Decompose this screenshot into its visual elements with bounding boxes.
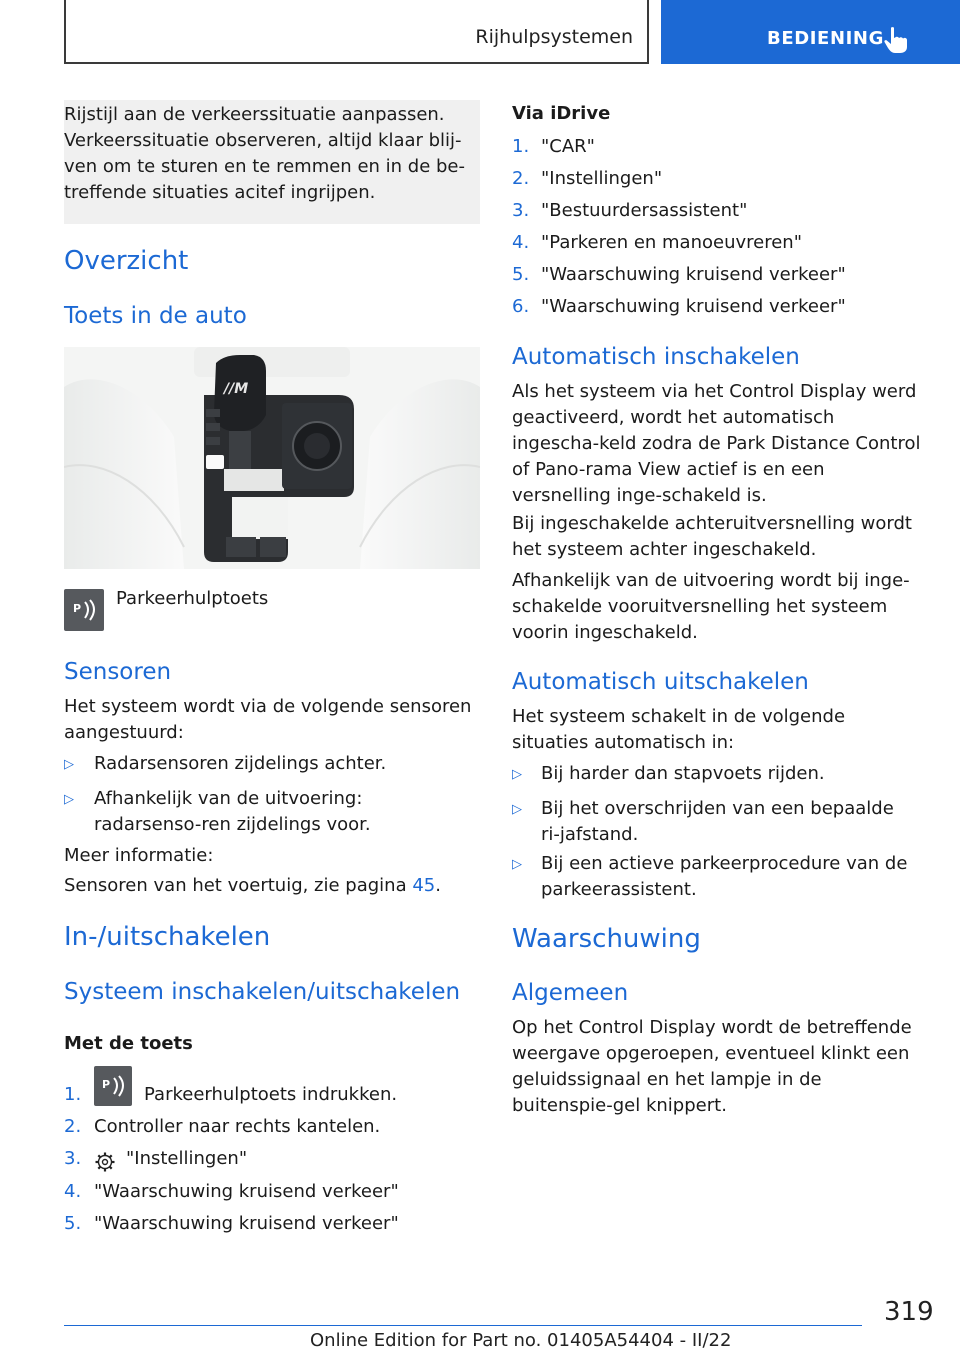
step-text: "Waarschuwing kruisend verkeer" bbox=[94, 1213, 399, 1234]
step-text: "Instellingen" bbox=[126, 1148, 248, 1169]
step-number: 2. bbox=[64, 1116, 82, 1137]
sensors-reference: Sensoren van het voertuig, zie pagina 45. bbox=[64, 875, 441, 896]
auto-off-item-3: Bij een actieve parkeerprocedure van de parkeerassistent. bbox=[541, 853, 908, 900]
idrive-heading: Via iDrive bbox=[512, 103, 611, 124]
header-section-title: Rijhulpsystemen bbox=[475, 26, 633, 48]
hand-pointer-icon bbox=[883, 26, 909, 54]
header-chapter-box bbox=[661, 0, 960, 64]
auto-on-heading: Automatisch inschakelen bbox=[512, 344, 800, 370]
caution-note-text: Rijstijl aan de verkeerssituatie aanpassen. Verkeerssituatie observeren, altijd klaar blij-ven om te sturen en te remmen en in de be-treffende situaties acitef ingrijpen. bbox=[64, 104, 465, 203]
auto-on-paragraph-1: Als het systeem via het Control Display werd geactiveerd, wordt het automatisch ingescha-keld zodra de Park Distance Control of Pano-rama View actief is en een versnelling inge-schakeld is. bbox=[512, 381, 921, 506]
auto-off-item-2: Bij het overschrijden van een bepaalde ri-jafstand. bbox=[541, 798, 894, 845]
step-text: Parkeerhulptoets indrukken. bbox=[144, 1084, 398, 1105]
footer-edition: Online Edition for Part no. 01405A54404 - II/22 bbox=[310, 1330, 732, 1351]
step-number: 4. bbox=[64, 1181, 82, 1202]
bullet-triangle-icon: ▷ bbox=[512, 767, 522, 782]
step-number: 6. bbox=[512, 296, 530, 317]
onoff-subheading: Systeem inschakelen/uitschakelen bbox=[64, 979, 461, 1005]
step-text: "Instellingen" bbox=[541, 168, 663, 189]
step-text: "Bestuurdersassistent" bbox=[541, 200, 748, 221]
park-assist-button-icon: P bbox=[64, 589, 104, 631]
step-number: 4. bbox=[512, 232, 530, 253]
overview-heading: Overzicht bbox=[64, 246, 189, 276]
step-text: "Waarschuwing kruisend verkeer" bbox=[541, 296, 846, 317]
sensors-item-1: Radarsensoren zijdelings achter. bbox=[94, 753, 387, 774]
footer-divider bbox=[64, 1325, 862, 1326]
gear-icon bbox=[94, 1151, 116, 1173]
more-info-label: Meer informatie: bbox=[64, 845, 214, 866]
step-number: 3. bbox=[64, 1148, 82, 1169]
method-label: Met de toets bbox=[64, 1033, 193, 1054]
page-number: 319 bbox=[884, 1297, 934, 1327]
bullet-triangle-icon: ▷ bbox=[512, 857, 522, 872]
warning-subheading: Algemeen bbox=[512, 980, 629, 1006]
onoff-heading: In-/uitschakelen bbox=[64, 922, 271, 952]
warning-heading: Waarschuwing bbox=[512, 924, 701, 954]
auto-off-intro: Het systeem schakelt in de volgende situaties automatisch in: bbox=[512, 706, 846, 753]
sensors-item-2: Afhankelijk van de uitvoering: radarsenso-ren zijdelings voor. bbox=[94, 788, 371, 835]
step-number: 5. bbox=[512, 264, 530, 285]
sensors-intro: Het systeem wordt via de volgende sensoren aangestuurd: bbox=[64, 696, 472, 743]
bullet-triangle-icon: ▷ bbox=[64, 792, 74, 807]
step-number: 2. bbox=[512, 168, 530, 189]
step-text: "CAR" bbox=[541, 136, 595, 157]
header-chapter-title: BEDIENING bbox=[767, 28, 884, 49]
step-text: "Waarschuwing kruisend verkeer" bbox=[94, 1181, 399, 1202]
warning-text: Op het Control Display wordt de betreffende weergave opgeroepen, eventueel klinkt een geluidssignaal en het lampje in de buitenspie-gel knippert. bbox=[512, 1017, 912, 1116]
sensors-heading: Sensoren bbox=[64, 659, 172, 685]
step-number: 5. bbox=[64, 1213, 82, 1234]
auto-off-heading: Automatisch uitschakelen bbox=[512, 669, 809, 695]
button-heading: Toets in de auto bbox=[64, 303, 247, 329]
page-link-45[interactable]: 45 bbox=[412, 875, 436, 896]
center-console-photo bbox=[64, 347, 480, 569]
auto-on-paragraph-2: Bij ingeschakelde achteruitversnelling wordt het systeem achter ingeschakeld. bbox=[512, 513, 912, 560]
bullet-triangle-icon: ▷ bbox=[64, 757, 74, 772]
button-label: Parkeerhulptoets bbox=[116, 588, 269, 609]
step-number: 1. bbox=[512, 136, 530, 157]
caution-note bbox=[64, 100, 480, 224]
step-number: 3. bbox=[512, 200, 530, 221]
auto-off-item-1: Bij harder dan stapvoets rijden. bbox=[541, 763, 825, 784]
bullet-triangle-icon: ▷ bbox=[512, 802, 522, 817]
step-number: 1. bbox=[64, 1084, 82, 1105]
svg-text://M: //M bbox=[224, 381, 249, 397]
step-text: "Waarschuwing kruisend verkeer" bbox=[541, 264, 846, 285]
auto-on-paragraph-3: Afhankelijk van de uitvoering wordt bij inge-schakelde vooruitversnelling het systeem voorin ingeschakeld. bbox=[512, 570, 910, 643]
step-text: Controller naar rechts kantelen. bbox=[94, 1116, 381, 1137]
header-section-box bbox=[64, 0, 649, 64]
park-assist-button-icon: P bbox=[94, 1066, 132, 1106]
step-text: "Parkeren en manoeuvreren" bbox=[541, 232, 802, 253]
